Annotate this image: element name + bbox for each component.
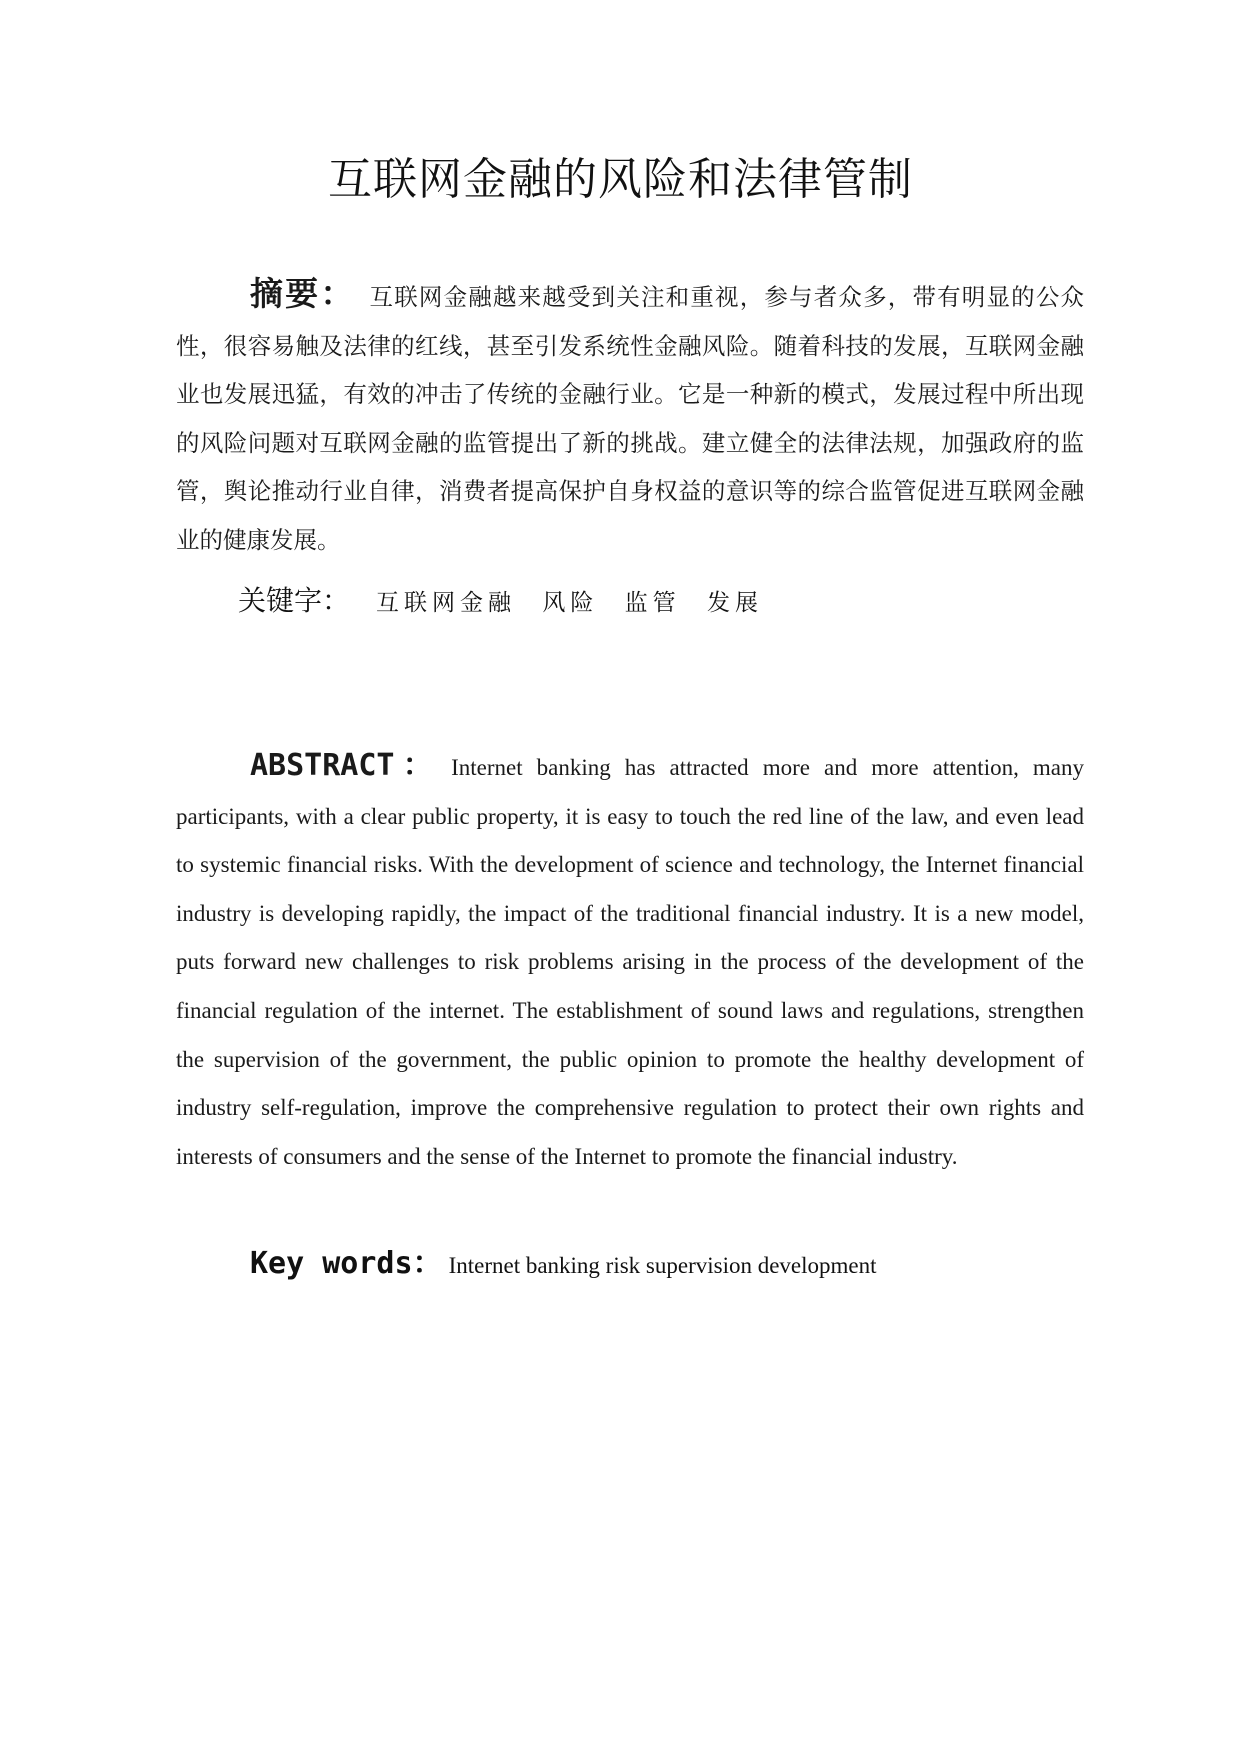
chinese-abstract-text: 互联网金融越来越受到关注和重视，参与者众多，带有明显的公众性，很容易触及法律的红线，甚至引发系统性金融风险。随着科技的发展，互联网金融业也发展迅猛，有效的冲击了传统的金融行业。它是一种新的模式，发展过程中所出现的风险问题对互联网金融的监管提出了新的挑战。建立健全的法律法规，加强政府的监管，舆论推动行业自律，消费者提高保护自身权益的意识等的综合监管促进互联网金融业的健康发展。 [176, 283, 1085, 554]
chinese-keywords-text: 互联网金融 风险 监管 发展 [376, 590, 763, 616]
chinese-keywords [238, 577, 1084, 627]
page-title: 互联网金融的风险和法律管制 [328, 154, 913, 205]
english-keywords-text: Internet banking risk supervision development [448, 1253, 877, 1278]
chinese-abstract-label: 摘要： [250, 274, 356, 313]
english-keywords-label: Key words： [250, 1246, 443, 1281]
chinese-abstract [176, 270, 1084, 564]
english-abstract-text: Internet banking has attracted more and more attention, many participants, with a clear public property, it is easy to touch the red line of the law, and even lead to systemic financial risks. With the development of science and technology, the Internet financial industry is developing rapidly, the impact of the traditional financial industry. It is a new model, puts forward new challenges to risk problems arising in the process of the development of the financial regulation of the internet. The establishment of sound laws and regulations, strengthen the supervision of the government, the public opinion to promote the healthy development of industry self-regulation, improve the comprehensive regulation to protect their own rights and interests of consumers and the sense of the Internet to promote the financial industry. [176, 755, 1084, 1169]
english-abstract-label: ABSTRACT： [250, 748, 442, 783]
chinese-keywords-label: 关键字： [238, 584, 351, 617]
english-keywords [250, 1240, 1084, 1290]
english-abstract [176, 742, 1084, 1181]
